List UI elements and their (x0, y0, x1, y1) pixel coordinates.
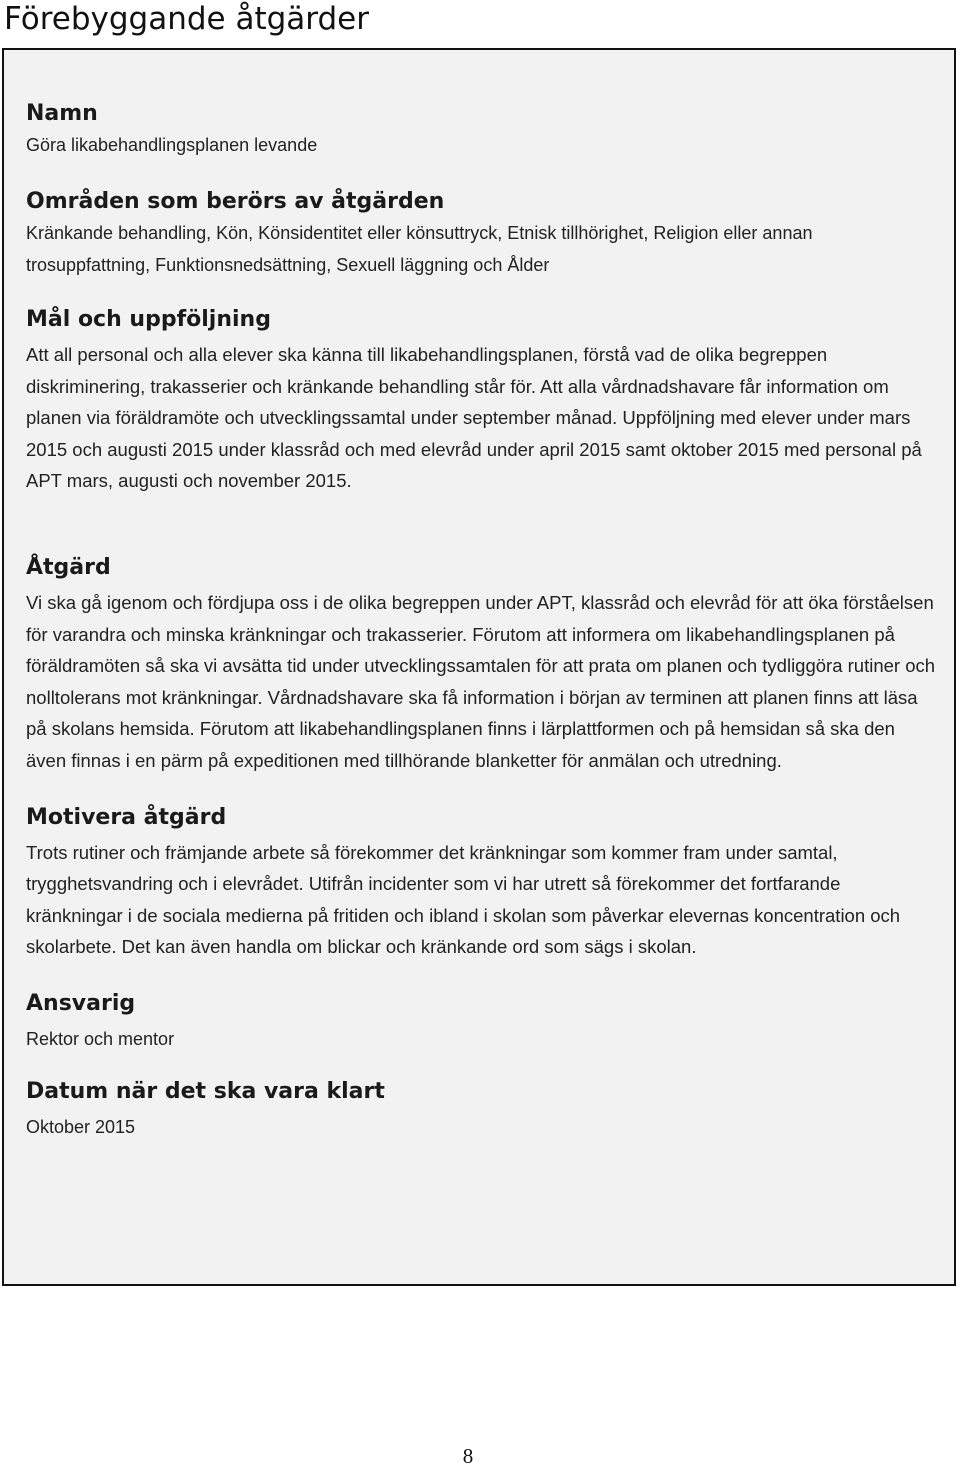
name-heading: Namn (26, 101, 98, 126)
motivation-heading: Motivera åtgärd (26, 804, 227, 830)
page-title: Förebyggande åtgärder (4, 1, 369, 37)
goal-heading: Mål och uppföljning (26, 307, 271, 332)
action-heading: Åtgärd (26, 554, 111, 580)
deadline-text: Oktober 2015 (26, 1116, 136, 1137)
motivation-text: Trots rutiner och främjande arbete så förekommer det kränkningar som kommer fram under samtal, trygghetsvandring och i elevrådet. Utifrån incidenter som vi har utrett så förekommer det fortfarande kränkningar i de sociala medierna på fritiden och ibland i skolan som påverkar elevernas koncentration och skolarbete. Det kan även handla om blickar och kränkande ord som sägs i skolan. (26, 841, 901, 958)
areas-heading: Områden som berörs av åtgärden (26, 189, 445, 214)
areas-text: Kränkande behandling, Kön, Könsidentitet eller könsuttryck, Etnisk tillhörighet, Religion eller annan trosuppfattning, Funktionsnedsättning, Sexuell läggning och Ålder (26, 223, 813, 275)
name-text: Göra likabehandlingsplanen levande (26, 135, 318, 155)
measure-content (26, 48, 936, 1143)
action-text: Vi ska gå igenom och fördjupa oss i de olika begreppen under APT, klassråd och elevråd för att öka förståelsen för varandra och minska kränkningar och trakasserier. Förutom att informera om likabehandlingsplanen på föräldramöten så ska vi avsätta tid under utvecklingssamtalen för att prata om planen och tydliggöra rutiner och nolltolerans mot kränkningar. Vårdnadshavare ska få information i början av terminen att planen finns att läsa på skolans hemsida. Förutom att likabehandlingsplanen finns i lärplattformen och på hemsidan så ska den även finnas i en pärm på expeditionen med tillhörande blanketter för anmälan och utredning. (26, 591, 936, 771)
page-number: 8 (462, 1444, 474, 1468)
responsible-text: Rektor och mentor (26, 1028, 175, 1049)
responsible-heading: Ansvarig (26, 990, 136, 1016)
deadline-heading: Datum när det ska vara klart (26, 1078, 385, 1104)
goal-text: Att all personal och alla elever ska känna till likabehandlingsplanen, förstå vad de olika begreppen diskriminering, trakasserier och kränkande behandling står för. Att alla vårdnadshavare får information om planen via föräldramöte och utvecklingssamtal under september månad. Uppföljning med elever under mars 2015 och augusti 2015 under klassråd och med elevråd under april 2015 samt oktober 2015 med personal på APT mars, augusti och november 2015. (26, 344, 922, 492)
